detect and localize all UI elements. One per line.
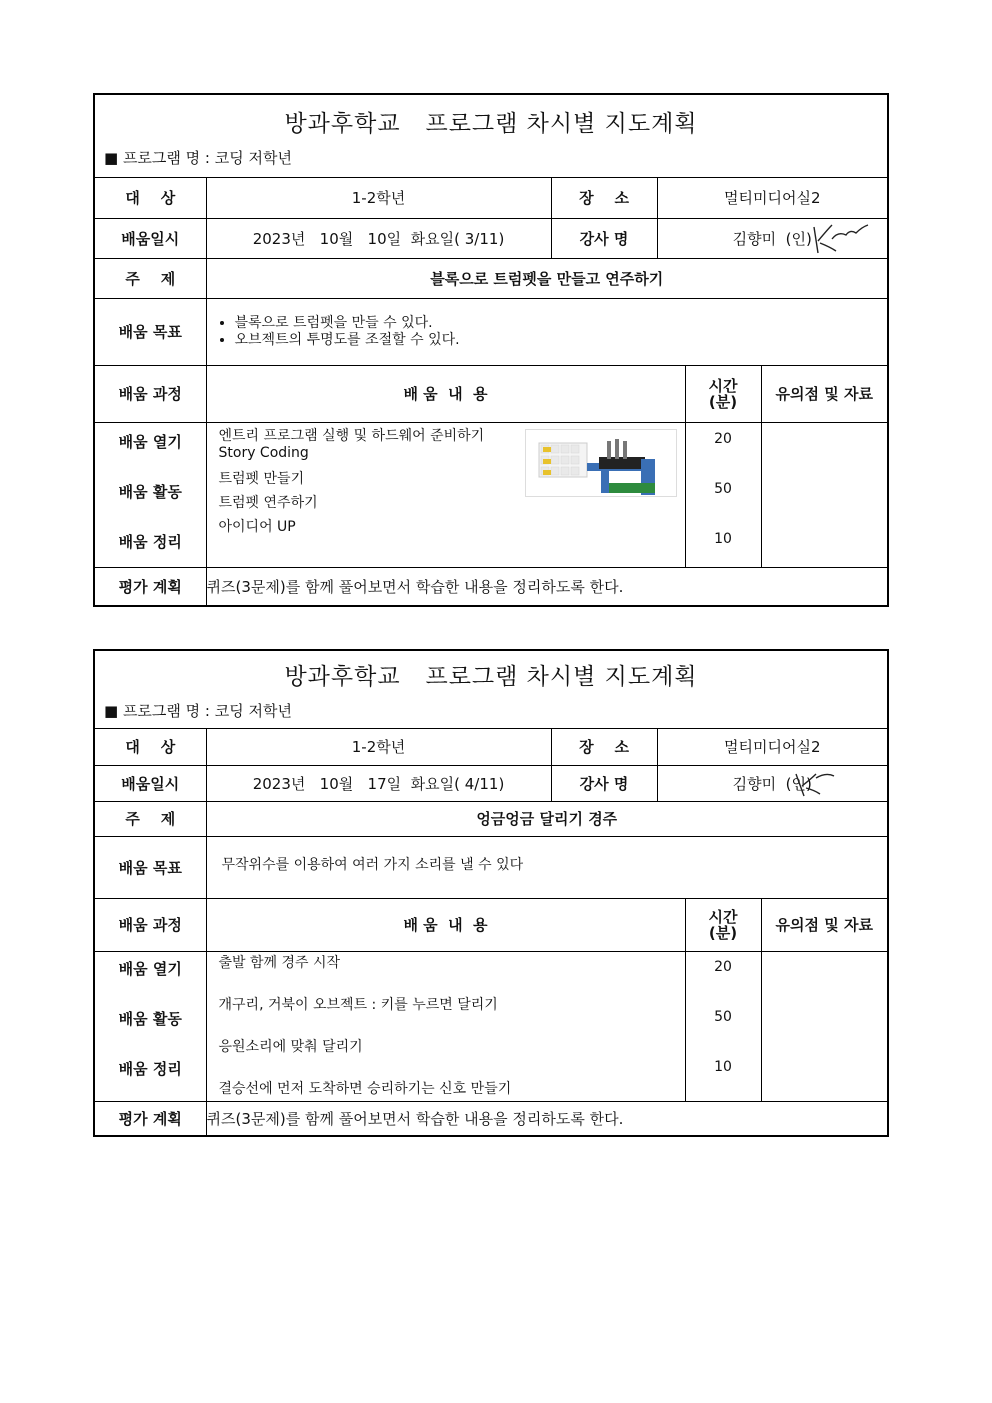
content-line: 아이디어 UP	[218, 518, 296, 535]
signature-icon	[792, 768, 838, 800]
instructor-label: 강사 명	[551, 765, 657, 801]
goal-list	[207, 315, 888, 349]
topic-label: 주 제	[95, 258, 206, 298]
plan-header	[95, 95, 887, 178]
instructor-cell	[657, 765, 887, 801]
row-date	[95, 765, 887, 801]
plan-header	[95, 651, 887, 729]
plan-table	[95, 178, 887, 605]
place-label: 장 소	[551, 729, 657, 765]
row-goal	[95, 836, 887, 898]
eval-value: 퀴즈(3문제)를 함께 풀어보면서 학습한 내용을 정리하도록 한다.	[206, 567, 887, 605]
target-value: 1-2학년	[206, 178, 551, 218]
time-label: 시간 (분)	[685, 365, 761, 422]
time-open: 20	[714, 958, 732, 975]
trumpet-block-illustration-icon	[525, 429, 677, 497]
stage-activity: 배움 활동	[118, 1009, 182, 1028]
content-label: 배 움 내 용	[206, 365, 685, 422]
row-process-header	[95, 898, 887, 951]
content-line: Story Coding	[218, 444, 309, 461]
stage-close: 배움 정리	[118, 532, 182, 551]
target-value: 1-2학년	[206, 729, 551, 765]
signature-icon	[806, 221, 872, 257]
content-line: 결승선에 먼저 도착하면 승리하기는 신호 만들기	[218, 1080, 512, 1097]
topic-value: 블록으로 트럼펫을 만들고 연주하기	[206, 258, 887, 298]
row-process-header	[95, 365, 887, 422]
goal-label: 배움 목표	[95, 298, 206, 365]
lesson-plan-1	[93, 93, 889, 607]
eval-label: 평가 계획	[95, 567, 206, 605]
eval-value: 퀴즈(3문제)를 함께 풀어보면서 학습한 내용을 정리하도록 한다.	[206, 1101, 887, 1135]
content-line: 엔트리 프로그램 실행 및 하드웨어 준비하기	[218, 427, 485, 444]
instructor-label: 강사 명	[551, 218, 657, 258]
time-close: 10	[714, 1058, 732, 1075]
row-process-body	[95, 422, 887, 567]
stage-close: 배움 정리	[118, 1059, 182, 1078]
instructor-value: 김향미 (인)	[732, 774, 812, 793]
goal-cell	[206, 298, 887, 365]
goal-item: • 오브젝트의 투명도를 조절할 수 있다.	[235, 332, 888, 349]
date-value: 2023년 10월 17일 화요일( 4/11)	[206, 765, 551, 801]
row-target	[95, 178, 887, 218]
instructor-value: 김향미 (인)	[732, 229, 812, 248]
notes-cell	[761, 951, 887, 1101]
lesson-plan-2	[93, 649, 889, 1137]
time-activity: 50	[714, 1008, 732, 1025]
target-label: 대 상	[95, 178, 206, 218]
goal-item: • 블록으로 트럼펫을 만들 수 있다.	[235, 315, 888, 332]
notes-label: 유의점 및 자료	[761, 365, 887, 422]
plan-title: 방과후학교 프로그램 차시별 지도계획	[284, 664, 698, 690]
place-value: 멀티미디어실2	[657, 178, 887, 218]
goal-label: 배움 목표	[95, 836, 206, 898]
row-eval	[95, 1101, 887, 1135]
row-eval	[95, 567, 887, 605]
stages-cell	[95, 422, 206, 567]
time-close: 10	[714, 530, 732, 547]
row-process-body	[95, 951, 887, 1101]
plan-table	[95, 729, 887, 1135]
plan-title: 방과후학교 프로그램 차시별 지도계획	[284, 111, 698, 137]
process-label: 배움 과정	[95, 898, 206, 951]
content-line: 개구리, 거북이 오브젝트 : 키를 누르면 달리기	[218, 996, 498, 1013]
eval-label: 평가 계획	[95, 1101, 206, 1135]
content-cell	[206, 951, 685, 1101]
goal-cell	[206, 836, 887, 898]
row-goal	[95, 298, 887, 365]
content-line: 트럼펫 만들기	[218, 470, 305, 487]
stage-activity: 배움 활동	[118, 482, 182, 501]
stages-cell	[95, 951, 206, 1101]
date-label: 배움일시	[95, 765, 206, 801]
instructor-cell	[657, 218, 887, 258]
goal-text: 무작위수를 이용하여 여러 가지 소리를 낼 수 있다	[221, 857, 524, 873]
topic-value: 엉금엉금 달리기 경주	[206, 801, 887, 836]
row-topic	[95, 801, 887, 836]
date-value: 2023년 10월 10일 화요일( 3/11)	[206, 218, 551, 258]
place-value: 멀티미디어실2	[657, 729, 887, 765]
content-label: 배 움 내 용	[206, 898, 685, 951]
row-target	[95, 729, 887, 765]
program-name: ■ 프로그램 명 : 코딩 저학년	[104, 702, 292, 720]
process-label: 배움 과정	[95, 365, 206, 422]
content-line: 응원소리에 맞춰 달리기	[218, 1038, 363, 1055]
content-cell	[206, 422, 685, 567]
stage-open: 배움 열기	[118, 959, 182, 978]
content-line: 트럼펫 연주하기	[218, 494, 318, 511]
times-cell	[685, 951, 761, 1101]
notes-cell	[761, 422, 887, 567]
time-activity: 50	[714, 480, 732, 497]
time-label: 시간 (분)	[685, 898, 761, 951]
target-label: 대 상	[95, 729, 206, 765]
times-cell	[685, 422, 761, 567]
time-open: 20	[714, 430, 732, 447]
row-date	[95, 218, 887, 258]
date-label: 배움일시	[95, 218, 206, 258]
program-name: ■ 프로그램 명 : 코딩 저학년	[104, 149, 292, 167]
place-label: 장 소	[551, 178, 657, 218]
row-topic	[95, 258, 887, 298]
topic-label: 주 제	[95, 801, 206, 836]
stage-open: 배움 열기	[118, 432, 182, 451]
notes-label: 유의점 및 자료	[761, 898, 887, 951]
content-line: 출발 함께 경주 시작	[218, 954, 341, 971]
